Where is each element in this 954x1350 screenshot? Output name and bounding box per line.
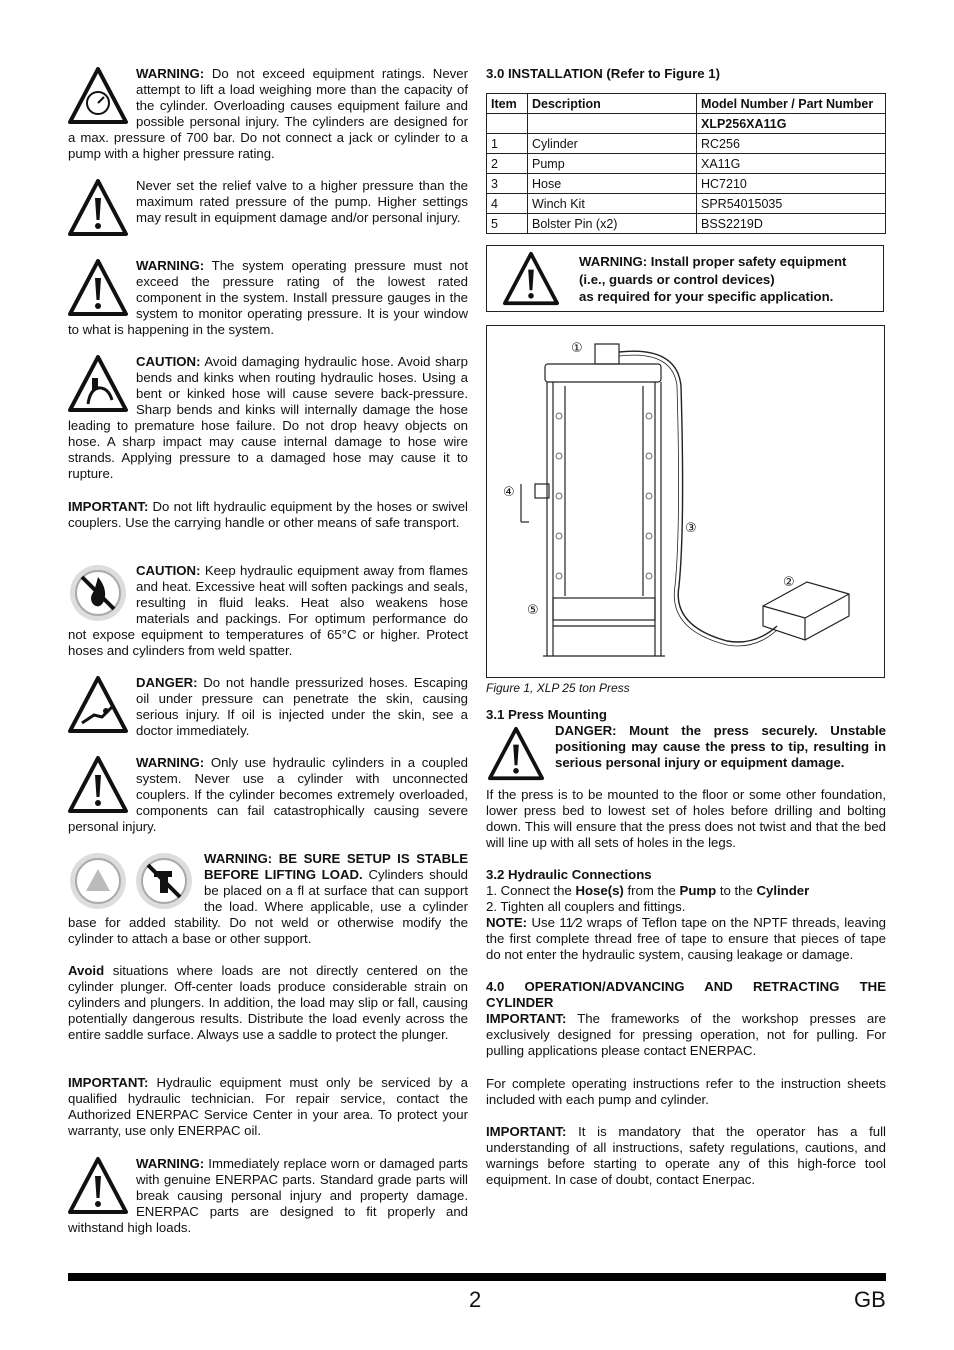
page-number: 2 bbox=[469, 1287, 482, 1312]
installation-title: 3.0 INSTALLATION (Refer to Figure 1) bbox=[486, 66, 720, 81]
warning-block-stable-setup bbox=[68, 851, 468, 947]
table-row bbox=[487, 134, 886, 154]
press-mounting-danger bbox=[486, 723, 886, 771]
model-number: XLP256XA11G bbox=[697, 114, 886, 134]
lead: DANGER: bbox=[136, 675, 198, 690]
stability-icons bbox=[68, 851, 196, 911]
lead: WARNING: bbox=[136, 1156, 205, 1171]
part-number: RC256 bbox=[697, 134, 886, 154]
warning-block-system-pressure bbox=[68, 258, 468, 338]
lead: CAUTION: bbox=[136, 563, 201, 578]
step-2: 2. Tighten all couplers and fittings. bbox=[486, 899, 686, 914]
exclamation-warning-icon bbox=[68, 1156, 128, 1216]
text: The system operating pressure must not exceed the pressure rating of the lowest rated component in the system. Install pressure gauges in the system to monitor operating pressure. It is your window to what is happening in the system. bbox=[68, 258, 468, 337]
important-block-carrying bbox=[68, 499, 468, 531]
lead: CAUTION: bbox=[136, 354, 201, 369]
lead: WARNING: bbox=[136, 66, 205, 81]
exclamation-warning-icon bbox=[501, 251, 561, 307]
lead: IMPORTANT: bbox=[68, 499, 149, 514]
description: Bolster Pin (x2) bbox=[528, 214, 697, 234]
warnbox-line: (i.e., guards or control devices) bbox=[579, 271, 775, 287]
warning-block-ratings bbox=[68, 66, 468, 162]
safety-equipment-warning-box bbox=[486, 245, 884, 312]
table-row bbox=[487, 174, 886, 194]
danger-block-pressurized-hoses bbox=[68, 675, 468, 739]
exclamation-warning-icon bbox=[68, 178, 128, 238]
exclamation-warning-icon bbox=[68, 258, 128, 318]
table-row bbox=[487, 154, 886, 174]
item: 2 bbox=[487, 154, 528, 174]
figure-press-diagram bbox=[486, 325, 885, 678]
step-1: 1. Connect the Hose(s) from the Pump to the Cylinder bbox=[486, 883, 810, 898]
operation-important-2: IMPORTANT: It is mandatory that the operator has a full understanding of all instructions, safety regulations, cautions, and warnings before starting to operate any of this high-force tool equipment. In case of doubt, contact Enerpac. bbox=[486, 1124, 886, 1187]
part-number: HC7210 bbox=[697, 174, 886, 194]
section-3-1-title: 3.1 Press Mounting bbox=[486, 707, 607, 722]
item: 1 bbox=[487, 134, 528, 154]
lead: IMPORTANT: bbox=[68, 1075, 149, 1090]
callout-2: ② bbox=[783, 575, 795, 590]
language-code: GB bbox=[854, 1287, 886, 1312]
warning-block-parts bbox=[68, 1156, 468, 1236]
figure-caption: Figure 1, XLP 25 ton Press bbox=[486, 681, 630, 695]
table-row bbox=[487, 214, 886, 234]
callout-4: ④ bbox=[503, 485, 515, 500]
callout-5: ⑤ bbox=[527, 603, 539, 618]
lead: WARNING: bbox=[136, 258, 205, 273]
text: situations where loads are not directly centered on the cylinder plunger. Off-center loads produce considerable strain on cylinders and plungers. In addition, the load may slip or fall, causing potentially dangerous results. Distribute the load evenly across the entire saddle surface. Always use a saddle to protect the plunger. bbox=[68, 963, 468, 1042]
hose-caution-icon bbox=[68, 354, 128, 414]
header-model: Model Number / Part Number bbox=[697, 94, 886, 114]
table-cell bbox=[528, 114, 697, 134]
operation-instructions: For complete operating instructions refer to the instruction sheets included with each pump and cylinder. bbox=[486, 1076, 886, 1107]
text: Never set the relief valve to a higher pressure than the maximum rated pressure of the pump. Higher settings may result in equipment damage and/or personal injury. bbox=[136, 178, 468, 225]
text: Hydraulic equipment must only be serviced by a qualified hydraulic technician. For repair service, contact the Authorized ENERPAC Service Center in your area. To protect your warranty, use only ENERPAC oil. bbox=[68, 1075, 468, 1138]
avoid-block-off-center bbox=[68, 963, 468, 1043]
text: Only use hydraulic cylinders in a coupled system. Never use a cylinder with unconnected couplers. If the cylinder becomes extremely overloaded, components can fail catastrophically causing severe personal injury. bbox=[68, 755, 468, 834]
lead: WARNING: BE SURE SETUP IS STABLE BEFORE LIFTING LOAD. bbox=[204, 851, 468, 882]
footer-rule bbox=[68, 1273, 886, 1281]
section-3-2-title: 3.2 Hydraulic Connections bbox=[486, 867, 652, 882]
hydraulic-connections bbox=[486, 883, 886, 963]
description: Cylinder bbox=[528, 134, 697, 154]
description: Winch Kit bbox=[528, 194, 697, 214]
exclamation-warning-icon bbox=[68, 755, 128, 815]
text: Avoid damaging hydraulic hose. Avoid sharp bends and kinks when routing hydraulic hoses. Using a bent or kinked hose will cause severe back-pressure. Sharp bends and kinks will internally damage the hose leading to premature hose failure. Do not drop heavy objects on hose. A sharp impact may cause internal damage to hose wire strands. Applying pressure to a damaged hose may cause it to rupture. bbox=[68, 354, 468, 481]
note: NOTE: Use 11⁄2 wraps of Teflon tape on the NPTF threads, leaving the first complete thread free of tape to ensure that pieces of tape do not enter the hydraulic system, causing leakage or damage. bbox=[486, 915, 886, 962]
description: Pump bbox=[528, 154, 697, 174]
warnbox-line: WARNING: Install proper safety equipment bbox=[579, 254, 847, 269]
table-row bbox=[487, 194, 886, 214]
danger-text: DANGER: Mount the press securely. Unstable positioning may cause the press to tip, resulting in serious personal injury or equipment damage. bbox=[555, 723, 886, 770]
warning-block-coupled-system bbox=[68, 755, 468, 835]
press-mounting-text: If the press is to be mounted to the floor or some other foundation, lower press bed to lowest set of holes before drilling and bolting down. This will ensure that the press does not twist and that the bed will line up with all sets of holes in the legs. bbox=[486, 787, 886, 850]
item: 4 bbox=[487, 194, 528, 214]
caution-block-hose bbox=[68, 354, 468, 482]
header-item: Item bbox=[487, 94, 528, 114]
no-flame-icon bbox=[68, 563, 128, 623]
callout-3: ③ bbox=[685, 521, 697, 536]
item: 5 bbox=[487, 214, 528, 234]
text: Do not handle pressurized hoses. Escaping oil under pressure can penetrate the skin, causing serious injury. If oil is injected under the skin, see a doctor immediately. bbox=[136, 675, 468, 738]
part-number: XA11G bbox=[697, 154, 886, 174]
warning-block-relief-valve bbox=[68, 178, 468, 240]
caution-block-heat bbox=[68, 563, 468, 659]
callout-1: ① bbox=[571, 341, 583, 356]
part-number: SPR54015035 bbox=[697, 194, 886, 214]
table-cell bbox=[487, 114, 528, 134]
exclamation-warning-icon bbox=[486, 726, 546, 782]
header-description: Description bbox=[528, 94, 697, 114]
text: Cylinders should be placed on a ﬂ at surface that can support the load. Where applicable, use a cylinder base for added stability. Do not weld or otherwise modify the cylinder to attach a base or other support. bbox=[68, 867, 468, 946]
press-illustration bbox=[487, 326, 884, 677]
injection-danger-icon bbox=[68, 675, 128, 735]
description: Hose bbox=[528, 174, 697, 194]
important-block-service bbox=[68, 1075, 468, 1139]
text: Immediately replace worn or damaged parts with genuine ENERPAC parts. Standard grade parts will break causing personal injury and property damage. ENERPAC parts are designed to fit properly and withstand high loads. bbox=[68, 1156, 468, 1235]
text: Do not exceed equipment ratings. Never attempt to lift a load weighing more than the capacity of the cylinder. Overloading causes equipment failure and possible personal injury. The cylinders are designed for a max. pressure of 700 bar. Do not connect a jack or cylinder to a pump with a higher pressure rating. bbox=[68, 66, 468, 161]
lead: WARNING: bbox=[136, 755, 205, 770]
text: Keep hydraulic equipment away from flames and heat. Excessive heat will soften packings and seals, resulting in fluid leaks. Heat also weakens hose materials and packings. For optimum performance do not expose equipment to temperatures of 65°C or higher. Protect hoses and cylinders from weld spatter. bbox=[68, 563, 468, 658]
text: Do not lift hydraulic equipment by the hoses or swivel couplers. Use the carrying handle or other means of safe transport. bbox=[68, 499, 468, 530]
section-4-0-title: 4.0 OPERATION/ADVANCING AND RETRACTING THE CYLINDER bbox=[486, 979, 886, 1010]
lead: Avoid bbox=[68, 963, 105, 978]
parts-table bbox=[486, 93, 886, 234]
pressure-gauge-warning-icon bbox=[68, 66, 128, 126]
item: 3 bbox=[487, 174, 528, 194]
warnbox-line: as required for your specific application. bbox=[579, 289, 834, 304]
operation-important: IMPORTANT: The frameworks of the workshop presses are exclusively designed for pressing operation, not for pulling. For pulling applications please contact ENERPAC. bbox=[486, 1011, 886, 1058]
part-number: BSS2219D bbox=[697, 214, 886, 234]
